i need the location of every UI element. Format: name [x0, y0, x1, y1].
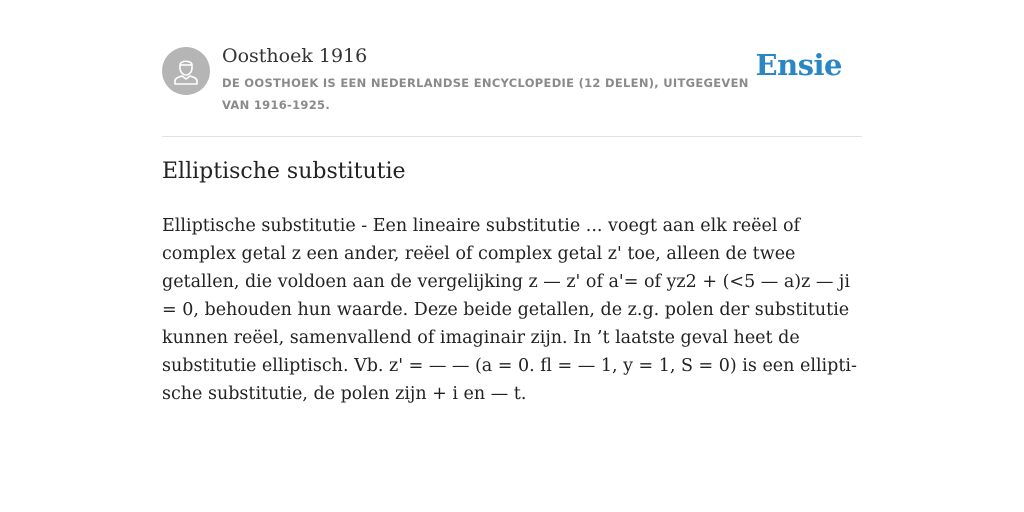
article-title: Elliptische substitutie	[162, 159, 406, 184]
ensie-logo[interactable]: Ensie	[755, 48, 842, 82]
avatar	[162, 47, 210, 95]
user-icon	[174, 57, 198, 85]
source-header	[162, 44, 862, 137]
source-description: DE OOSTHOEK IS EEN NEDERLANDSE ENCYCLOPEDIE (12 DELEN), UITGEGEVEN VAN 1916-1925.	[222, 76, 749, 112]
article-body: Elliptische substitutie - Een lineaire substitutie ... voegt aan elk reëel of complex getal z een ander, reëel of complex getal z' toe, alleen de twee getallen, die voldoen aan de vergelijking z — z' of a'= of yz2 + (<5 — a)z — ji = 0, behouden hun waarde. Deze beide getallen, de z.g. polen der substitutie kunnen reëel, samenvallend of imaginair zijn. In ’t laatste geval heet de substitutie elliptisch. Vb. z' = — — (a = 0. fl = — 1, y = 1, S = 0) is een ellipti-sche substitutie, de polen zijn + i en — t.	[162, 216, 857, 404]
source-name[interactable]: Oosthoek 1916	[222, 45, 368, 67]
